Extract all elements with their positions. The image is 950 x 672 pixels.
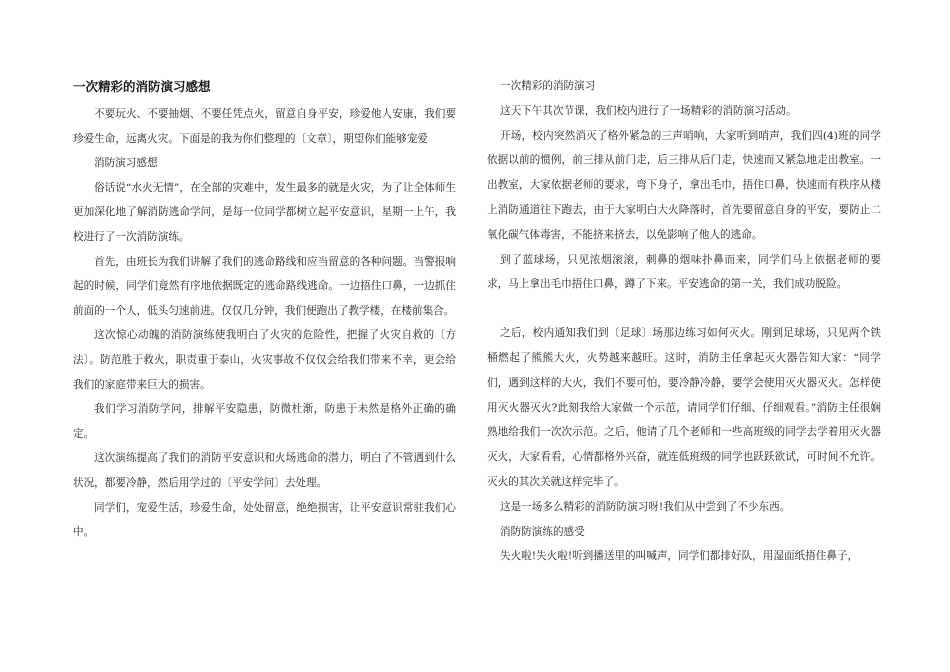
left-column bbox=[73, 78, 456, 545]
paragraph: 同学们，宠爱生活，珍爱生命，处处留意，绝绝损害，让平安意识常驻我们心中。 bbox=[73, 501, 456, 539]
paragraph: 首先，由班长为我们讲解了我们的逃命路线和应当留意的各种问题。当警报响起的时候，同学们竟然有序地依据既定的逃命路线逃命。一边捂住口鼻，一边抓住前面的一个人，低头匀速前进。仅仅几分钟，我们便跑出了教学楼，在楼前集合。 bbox=[73, 255, 456, 317]
paragraph: 这次惊心动魄的消防演练使我明白了火灾的危险性，把握了火灾自救的〔方法〕。防范胜于救火，职责重于泰山，火灾事故不仅仅会给我们带来不幸，更会给我们的家庭带来巨大的损害。 bbox=[73, 329, 456, 391]
paragraph: 这天下午其次节课，我们校内进行了一场精彩的消防演习活动。 bbox=[500, 104, 797, 117]
paragraph: 俗话说“水火无情”，在全部的灾难中，发生最多的就是火灾，为了让全体师生更加深化地了解消防逃命学问，是每一位同学都树立起平安意识，星期一上午，我校进行了一次消防演练。 bbox=[73, 181, 456, 243]
section-heading: 消防防演练的感受 bbox=[500, 525, 585, 538]
paragraph: 我们学习消防学问，排解平安隐患，防微杜渐，防患于未然是格外正确的确定。 bbox=[73, 403, 456, 440]
section-heading: 消防演习感想 bbox=[94, 157, 158, 170]
paragraph: 失火啦!失火啦!听到播送里的叫喊声，同学们都排好队，用湿面纸捂住鼻子， bbox=[500, 550, 859, 563]
document-title: 一次精彩的消防演习感想 bbox=[73, 79, 211, 94]
paragraph: 这次演练提高了我们的消防平安意识和火场逃命的潜力，明白了不管遇到什么状况，都要冷静，然后用学过的〔平安学问〕去处理。 bbox=[73, 452, 456, 489]
right-column bbox=[487, 74, 881, 569]
paragraph: 不要玩火、不要抽烟、不要任凭点火，留意自身平安，珍爱他人安康，我们要珍爱生命，远离火灾。下面是的我为你们整理的〔文章〕，期望你们能够宠爱 bbox=[73, 108, 456, 145]
paragraph: 到了蓝球场，只见浓烟滚滚，刺鼻的烟味扑鼻而来，同学们马上依据老师的要求，马上拿出毛巾捂住口鼻，蹲了下来。平安逃命的第一关，我们成功脱险。 bbox=[487, 253, 881, 291]
paragraph: 之后，校内通知我们到〔足球〕场那边练习如何灭火。刚到足球场，只见两个铁桶燃起了熊熊大火，火势越来越旺。这时，消防主任拿起灭火器告知大家：“同学们，遇到这样的大火，我们不要可怕，要冷静冷静，要学会使用灭火器灭火。怎样使用灭火器灭火?此刻我给大家做一个示范，请同学们仔细、仔细观看。”消防主任很娴熟地给我们一次次示范。之后，他请了几个老师和一些高班级的同学去学着用灭火器灭火，大家看看，心情都格外兴奋，就连低班级的同学也跃跃欲试，可时间不允许。灭火的其次关就这样完毕了。 bbox=[487, 327, 881, 488]
paragraph: 这是一场多么精彩的消防防演习呀!我们从中尝到了不少东西。 bbox=[500, 500, 791, 513]
paragraph-gap bbox=[487, 297, 881, 321]
section-heading: 一次精彩的消防演习 bbox=[500, 80, 596, 92]
paragraph: 开场，校内突然消灭了格外紧急的三声哨响，大家听到哨声，我们四(4)班的同学依据以前的惯例，前三排从前门走，后三排从后门走，快速而又紧急地走出教室。一出教室，大家依据老师的要求，弯下身子，拿出毛巾，捂住口鼻，快速而有秩序从楼上消防通道往下跑去，由于大家明白大火降落时，首先要留意自身的平安，要防止二氧化碳气体毒害，不能挤来挤去，以免影响了他人的逃命。 bbox=[487, 129, 881, 241]
